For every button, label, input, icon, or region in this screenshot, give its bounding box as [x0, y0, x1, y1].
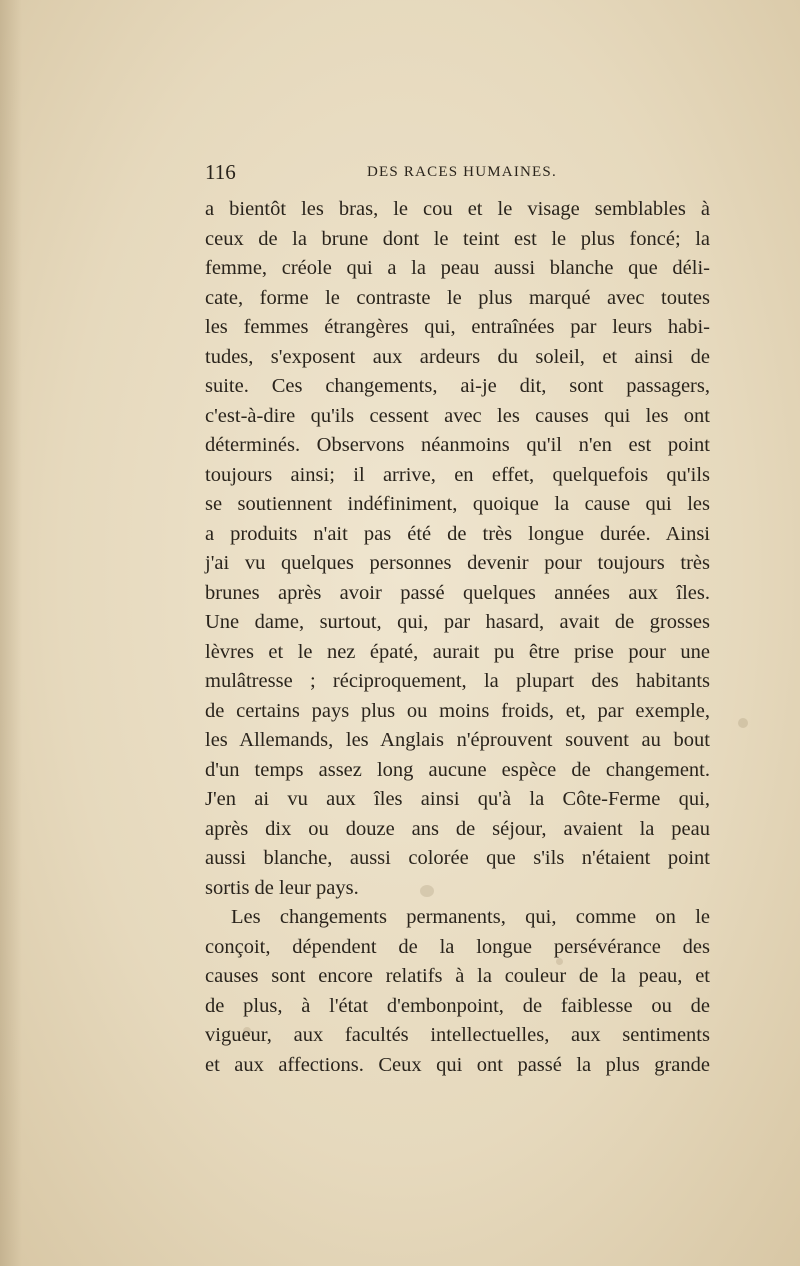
text-line: de plus, à l'état d'embonpoint, de faiblesse ou de	[205, 994, 710, 1017]
text-line: déterminés. Observons néanmoins qu'il n'en est point	[205, 434, 710, 456]
text-line: suite. Ces changements, ai-je dit, sont passagers,	[205, 375, 710, 397]
text-line: a produits n'ait pas été de très longue durée. Ainsi	[205, 522, 710, 545]
text-line: femme, créole qui a la peau aussi blanche que déli-	[205, 257, 710, 279]
text-line: et aux affections. Ceux qui ont passé la plus grande	[205, 1053, 710, 1076]
text-line: c'est-à-dire qu'ils cessent avec les causes qui les ont	[205, 404, 710, 427]
text-line: aussi blanche, aussi colorée que s'ils n'étaient point	[205, 847, 710, 869]
text-line: conçoit, dépendent de la longue persévérance des	[205, 935, 710, 958]
text-line: Une dame, surtout, qui, par hasard, avait de grosses	[205, 611, 710, 633]
page-number: 116	[205, 160, 236, 184]
text-line: d'un temps assez long aucune espèce de changement.	[205, 758, 710, 781]
text-line: mulâtresse ; réciproquement, la plupart des habitants	[205, 670, 710, 692]
text-line: tudes, s'exposent aux ardeurs du soleil, et ainsi de	[205, 345, 710, 368]
text-line: les femmes étrangères qui, entraînées par leurs habi-	[205, 316, 710, 338]
text-line: lèvres et le nez épaté, aurait pu être prise pour une	[205, 640, 710, 663]
running-title: DES RACES HUMAINES.	[367, 164, 557, 180]
text-line: après dix ou douze ans de séjour, avaient la peau	[205, 817, 710, 840]
text-line: toujours ainsi; il arrive, en effet, quelquefois qu'ils	[205, 463, 710, 486]
page-header	[205, 160, 710, 188]
text-line: vigueur, aux facultés intellectuelles, aux sentiments	[205, 1024, 710, 1046]
page-edge-shadow	[0, 0, 22, 1266]
text-line: ceux de la brune dont le teint est le plus foncé; la	[205, 227, 710, 250]
text-line: causes sont encore relatifs à la couleur de la peau, et	[205, 965, 710, 987]
body-text	[205, 195, 710, 1080]
text-line: sortis de leur pays.	[205, 876, 359, 899]
text-line: se soutiennent indéfiniment, quoique la cause qui les	[205, 493, 710, 515]
text-line: les Allemands, les Anglais n'éprouvent souvent au bout	[205, 729, 710, 751]
foxing-spot	[738, 718, 748, 728]
text-line: J'en ai vu aux îles ainsi qu'à la Côte-Ferme qui,	[205, 788, 710, 810]
text-line: de certains pays plus ou moins froids, et, par exemple,	[205, 699, 710, 722]
text-line: brunes après avoir passé quelques années aux îles.	[205, 581, 710, 604]
text-line: cate, forme le contraste le plus marqué avec toutes	[205, 286, 710, 309]
text-line: Les changements permanents, qui, comme on le	[231, 906, 710, 928]
text-line: a bientôt les bras, le cou et le visage semblables à	[205, 198, 710, 220]
text-line: j'ai vu quelques personnes devenir pour toujours très	[205, 552, 710, 574]
